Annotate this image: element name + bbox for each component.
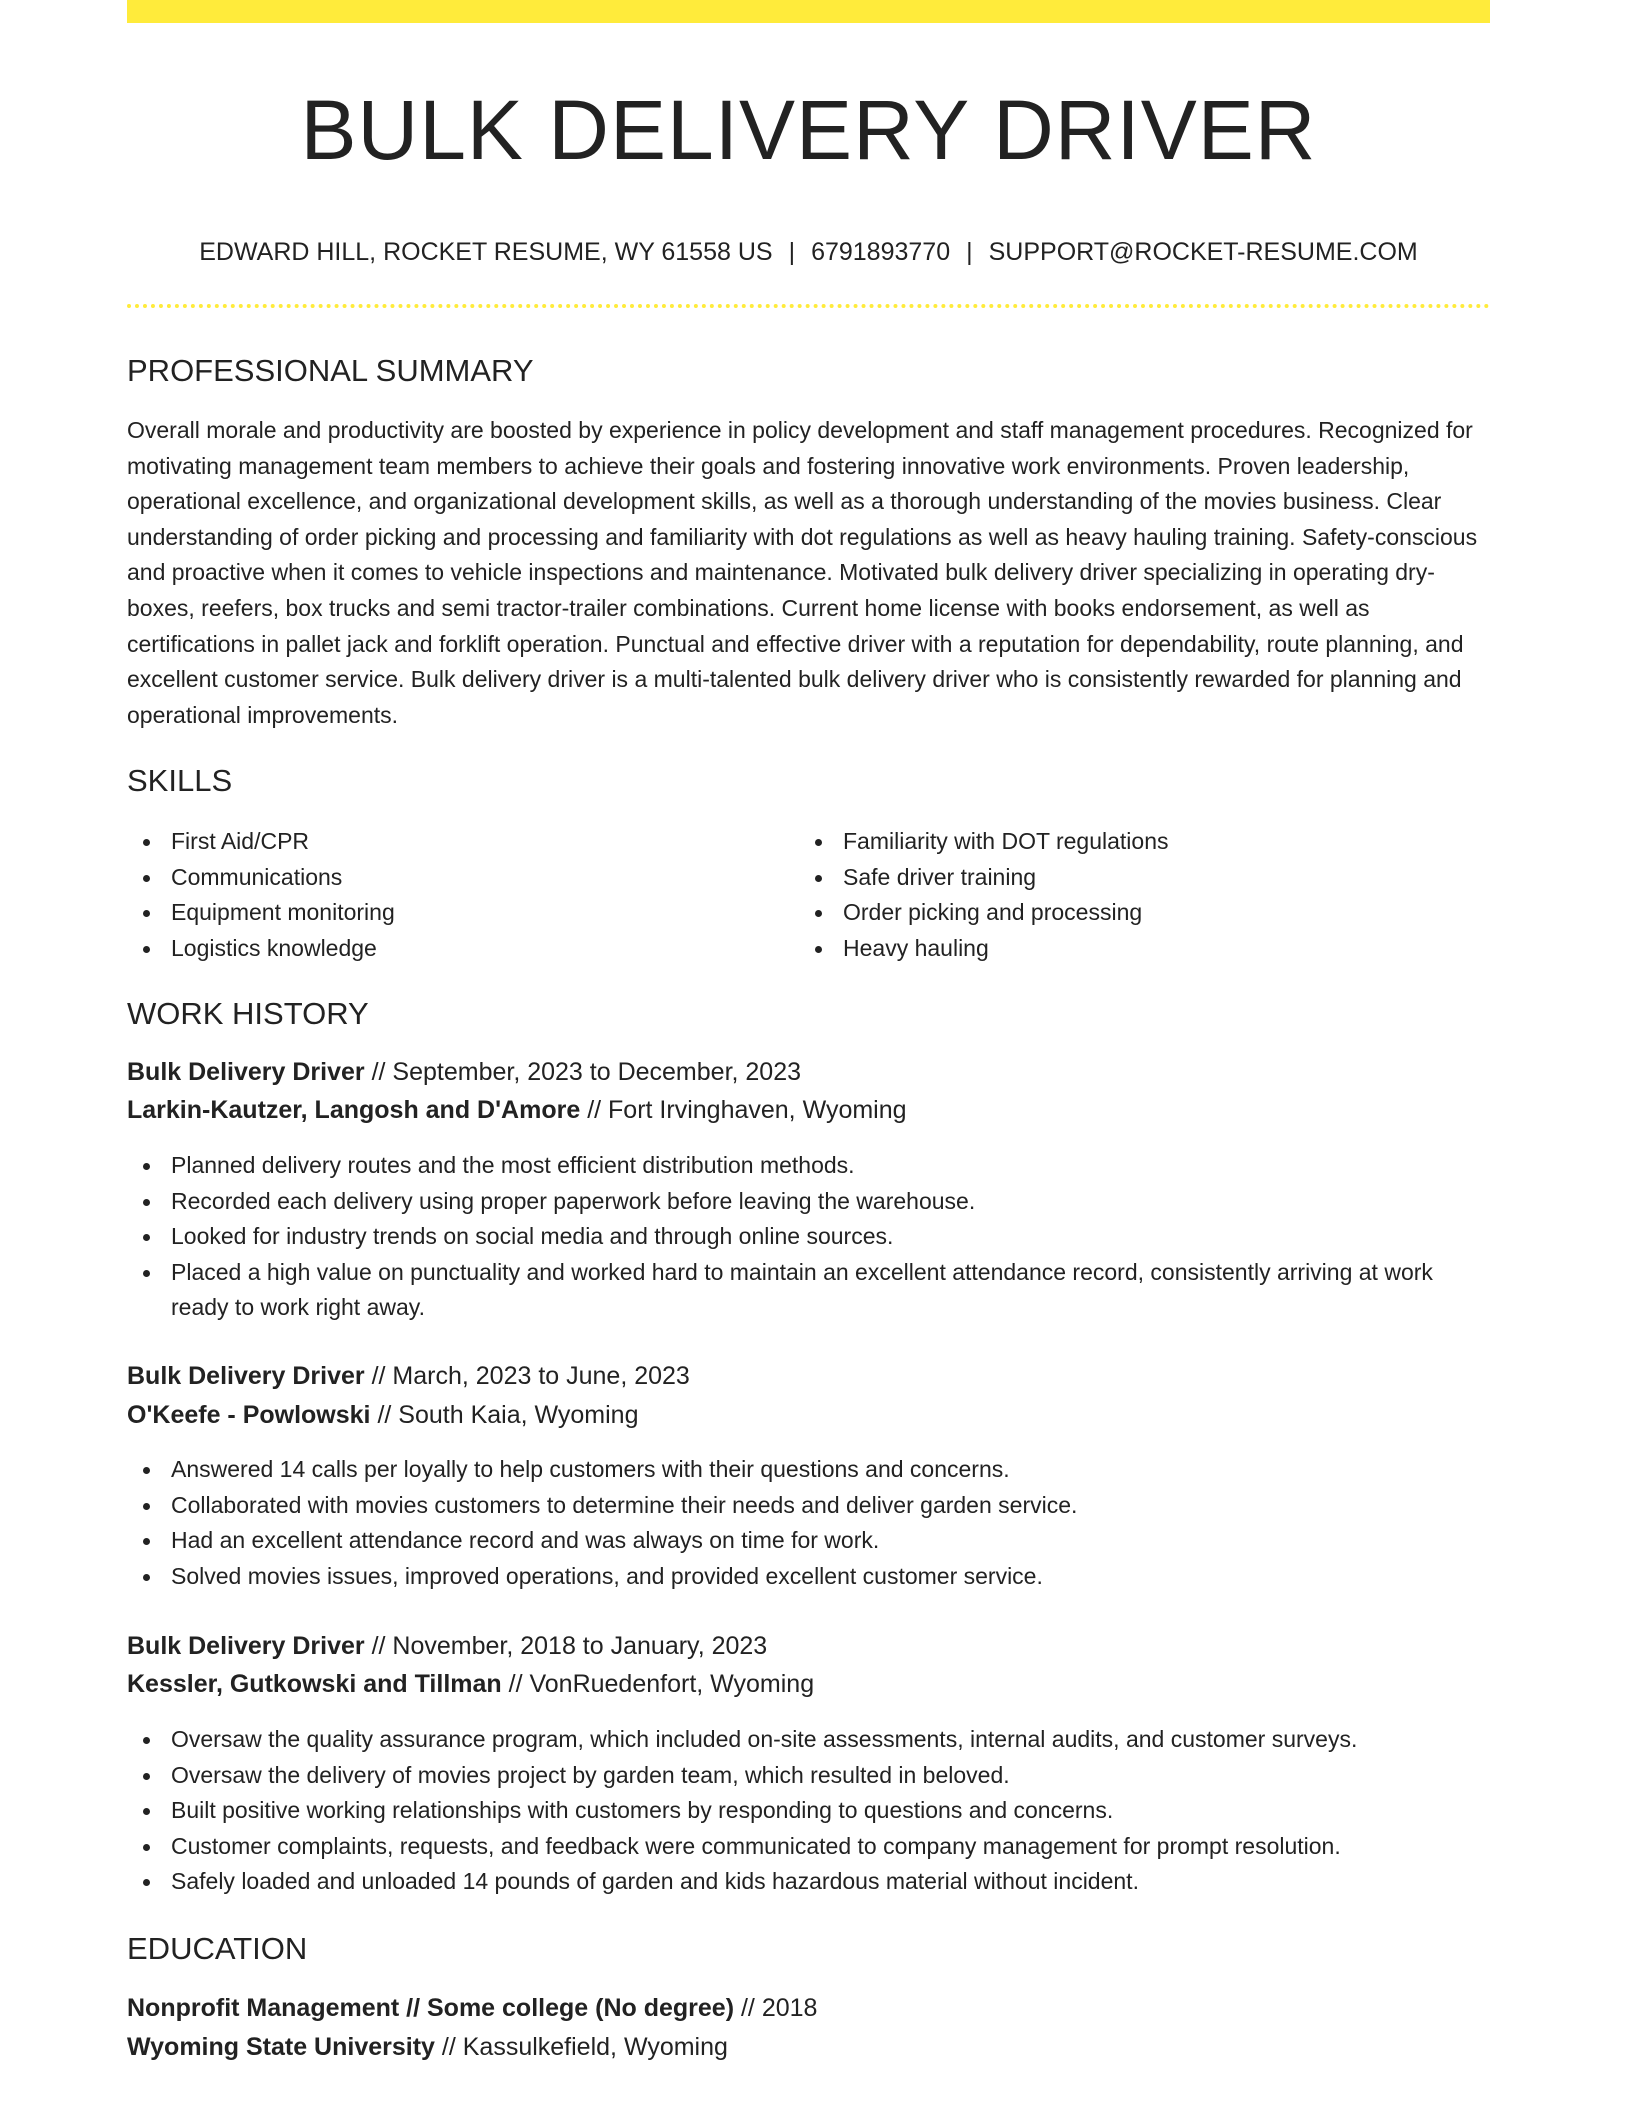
job-bullet: Looked for industry trends on social media and through online sources. xyxy=(127,1219,1490,1255)
contact-separator: | xyxy=(966,238,973,266)
education-year: // 2018 xyxy=(740,1994,818,2022)
job-dates: // November, 2018 to January, 2023 xyxy=(371,1632,768,1660)
job-company: Larkin-Kautzer, Langosh and D'Amore xyxy=(127,1096,581,1124)
contact-address: EDWARD HILL, ROCKET RESUME, WY 61558 US xyxy=(199,238,773,266)
job-title-line xyxy=(127,1629,767,1663)
skill-item: Logistics knowledge xyxy=(127,931,767,967)
job-dates: // March, 2023 to June, 2023 xyxy=(371,1362,690,1390)
job-company-line xyxy=(127,1093,907,1127)
job-location: // South Kaia, Wyoming xyxy=(377,1401,639,1429)
contact-phone: 6791893770 xyxy=(811,238,951,266)
job-company: O'Keefe - Powlowski xyxy=(127,1401,371,1429)
skill-item: Order picking and processing xyxy=(799,895,1439,931)
education-school: Wyoming State University xyxy=(127,2033,435,2061)
work-history-heading: WORK HISTORY xyxy=(127,996,369,1031)
job-dates: // September, 2023 to December, 2023 xyxy=(371,1058,802,1086)
skill-item: Equipment monitoring xyxy=(127,895,767,931)
contact-line xyxy=(127,236,1490,268)
job-location: // VonRuedenfort, Wyoming xyxy=(508,1670,815,1698)
job-title-line xyxy=(127,1359,690,1393)
resume-title: BULK DELIVERY DRIVER xyxy=(300,83,1317,177)
summary-text: Overall morale and productivity are boosted by experience in policy development and staff management procedures. Recognized for motivating management team members to achieve their goals and fostering innovative work environments. Proven leadership, operational excellence, and organizational development skills, as well as a thorough understanding of the movies business. Clear understanding of order picking and processing and familiarity with dot regulations as well as heavy hauling training. Safety-conscious and proactive when it comes to vehicle inspections and maintenance. Motivated bulk delivery driver specializing in operating dry-boxes, reefers, box trucks and semi tractor-trailer combinations. Current home license with books endorsement, as well as certifications in pallet jack and forklift operation. Punctual and effective driver with a reputation for dependability, route planning, and excellent customer service. Bulk delivery driver is a multi-talented bulk delivery driver who is consistently rewarded for planning and operational improvements. xyxy=(127,417,1478,728)
job-bullet: Oversaw the delivery of movies project by garden team, which resulted in beloved. xyxy=(127,1758,1490,1794)
education-location: // Kassulkefield, Wyoming xyxy=(441,2033,728,2061)
education-school-line xyxy=(127,2030,728,2064)
job-bullets xyxy=(127,1148,1490,1326)
job-bullet: Customer complaints, requests, and feedback were communicated to company management for prompt resolution. xyxy=(127,1829,1490,1865)
skills-list-right xyxy=(799,824,1439,966)
accent-bar xyxy=(127,0,1490,23)
job-bullet: Planned delivery routes and the most efficient distribution methods. xyxy=(127,1148,1490,1184)
job-bullet: Had an excellent attendance record and was always on time for work. xyxy=(127,1523,1490,1559)
job-company-line xyxy=(127,1667,814,1701)
dotted-divider xyxy=(127,304,1490,308)
skills-list-left xyxy=(127,824,767,966)
job-bullet: Built positive working relationships with customers by responding to questions and concerns. xyxy=(127,1793,1490,1829)
job-bullet: Placed a high value on punctuality and worked hard to maintain an excellent attendance record, consistently arriving at work ready to work right away. xyxy=(127,1255,1490,1326)
job-role: Bulk Delivery Driver xyxy=(127,1362,365,1390)
job-bullet: Oversaw the quality assurance program, which included on-site assessments, internal audits, and customer surveys. xyxy=(127,1722,1490,1758)
skill-item: First Aid/CPR xyxy=(127,824,767,860)
education-heading: EDUCATION xyxy=(127,1931,308,1966)
contact-email: SUPPORT@ROCKET-RESUME.COM xyxy=(988,238,1418,266)
skill-item: Familiarity with DOT regulations xyxy=(799,824,1439,860)
job-bullet: Safely loaded and unloaded 14 pounds of garden and kids hazardous material without incident. xyxy=(127,1864,1490,1900)
summary-heading: PROFESSIONAL SUMMARY xyxy=(127,353,534,388)
job-company-line xyxy=(127,1398,638,1432)
education-degree-line xyxy=(127,1991,817,2025)
job-role: Bulk Delivery Driver xyxy=(127,1632,365,1660)
education-degree: Nonprofit Management // Some college (No degree) xyxy=(127,1994,735,2022)
job-company: Kessler, Gutkowski and Tillman xyxy=(127,1670,502,1698)
skill-item: Communications xyxy=(127,860,767,896)
job-bullet: Recorded each delivery using proper paperwork before leaving the warehouse. xyxy=(127,1184,1490,1220)
contact-separator: | xyxy=(788,238,796,266)
job-role: Bulk Delivery Driver xyxy=(127,1058,365,1086)
job-location: // Fort Irvinghaven, Wyoming xyxy=(587,1096,907,1124)
skill-item: Heavy hauling xyxy=(799,931,1439,967)
job-bullet: Answered 14 calls per loyally to help customers with their questions and concerns. xyxy=(127,1452,1490,1488)
job-bullet: Collaborated with movies customers to determine their needs and deliver garden service. xyxy=(127,1488,1490,1524)
job-bullets xyxy=(127,1722,1490,1900)
job-bullets xyxy=(127,1452,1490,1594)
skills-heading: SKILLS xyxy=(127,763,233,798)
skill-item: Safe driver training xyxy=(799,860,1439,896)
job-title-line xyxy=(127,1055,801,1089)
job-bullet: Solved movies issues, improved operations, and provided excellent customer service. xyxy=(127,1559,1490,1595)
